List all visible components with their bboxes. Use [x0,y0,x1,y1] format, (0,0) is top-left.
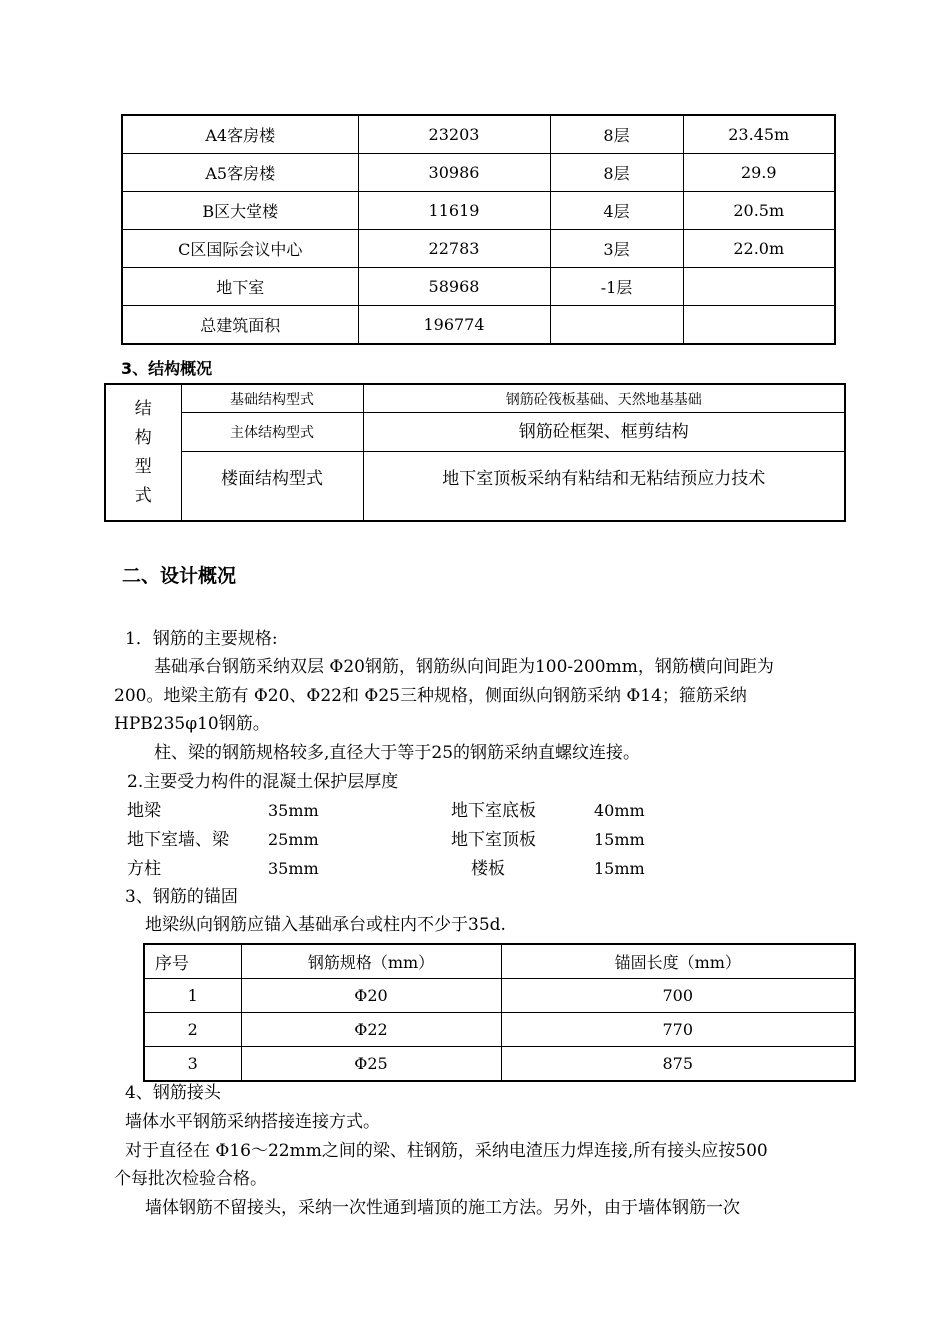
structure-type-label [105,384,181,521]
table-row [144,1047,855,1082]
rebar-spec: Φ20 [241,979,501,1013]
rebar-spec: Φ25 [241,1047,501,1082]
building-area: 22783 [358,230,550,268]
structure-row-value: 钢筋砼框架、框剪结构 [363,413,845,452]
building-height: 20.5m [683,192,835,230]
anchor-length: 700 [501,979,855,1013]
row-index: 1 [144,979,241,1013]
table-row [144,1013,855,1047]
building-area: 23203 [358,115,550,154]
building-area: 11619 [358,192,550,230]
paragraph-line: 柱、梁的钢筋规格较多,直径大于等于25的钢筋采纳直螺纹连接。 [154,743,641,763]
structure-heading: 3、结构概况 [121,359,213,378]
cover-member: 地下室底板 [451,801,536,821]
building-name: B区大堂楼 [122,192,358,230]
cover-value: 15mm [594,859,645,878]
building-height: 23.45m [683,115,835,154]
item3-title: 3、钢筋的锚固 [125,887,238,907]
table-row [122,192,835,230]
row-index: 3 [144,1047,241,1082]
table-row [122,230,835,268]
cover-value: 25mm [268,830,319,849]
table-row [105,452,845,522]
paragraph-line: 地梁纵向钢筋应锚入基础承台或柱内不少于35d. [145,915,506,935]
cover-member: 地下室顶板 [451,830,536,850]
cover-value: 35mm [268,859,319,878]
table-header-row [144,944,855,979]
building-floors: 3层 [550,230,683,268]
building-floors: 8层 [550,154,683,192]
anchor-length-table [143,943,856,1082]
building-name: 地下室 [122,268,358,306]
building-height [683,268,835,306]
building-name: 总建筑面积 [122,306,358,345]
column-header: 锚固长度（mm） [501,944,855,979]
building-floors: -1层 [550,268,683,306]
cover-member: 方柱 [127,859,161,879]
table-row [122,268,835,306]
building-height: 22.0m [683,230,835,268]
structure-table [104,383,846,522]
item2-title: 2.主要受力构件的混凝土保护层厚度 [127,772,399,792]
building-area: 196774 [358,306,550,345]
cover-value: 40mm [594,801,645,820]
rebar-spec: Φ22 [241,1013,501,1047]
column-header: 钢筋规格（mm） [241,944,501,979]
building-name: A4客房楼 [122,115,358,154]
table-row [122,115,835,154]
paragraph-line: HPB235φ10钢筋。 [114,714,270,734]
section-title: 二、设计概况 [122,565,237,587]
table-row [122,306,835,345]
cover-member: 楼板 [471,859,505,879]
paragraph-line: 墙体水平钢筋采纳搭接连接方式。 [125,1112,380,1132]
paragraph-line: 对于直径在 Φ16～22mm之间的梁、柱钢筋，采纳电渣压力焊连接,所有接头应按500 [125,1141,768,1161]
building-floors [550,306,683,345]
paragraph-line: 墙体钢筋不留接头，采纳一次性通到墙顶的施工方法。另外，由于墙体钢筋一次 [145,1198,740,1218]
table-row [105,413,845,452]
item4-title: 4、钢筋接头 [125,1083,221,1103]
structure-row-label: 主体结构型式 [181,413,363,452]
table-row [144,979,855,1013]
building-area-table [121,114,836,345]
building-floors: 4层 [550,192,683,230]
table-row [105,384,845,413]
paragraph-line: 基础承台钢筋采纳双层 Φ20钢筋，钢筋纵向间距为100-200mm，钢筋横向间距为 [154,657,774,677]
building-floors: 8层 [550,115,683,154]
vertical-char: 结 [134,398,152,419]
vertical-char: 构 [134,427,152,448]
paragraph-line: 200。地梁主筋有 Φ20、Φ22和 Φ25三种规格，侧面纵向钢筋采纳 Φ14；箍筋采纳 [114,686,747,706]
building-height [683,306,835,345]
building-name: A5客房楼 [122,154,358,192]
cover-member: 地梁 [127,801,161,821]
building-height: 29.9 [683,154,835,192]
building-area: 58968 [358,268,550,306]
paragraph-line: 个每批次检验合格。 [114,1169,267,1189]
cover-value: 15mm [594,830,645,849]
vertical-char: 式 [134,485,152,506]
row-index: 2 [144,1013,241,1047]
anchor-length: 875 [501,1047,855,1082]
structure-row-label: 基础结构型式 [181,384,363,413]
structure-row-value: 钢筋砼筏板基础、天然地基基础 [363,384,845,413]
cover-value: 35mm [268,801,319,820]
building-area: 30986 [358,154,550,192]
structure-row-label: 楼面结构型式 [181,452,363,522]
item1-title: 1．钢筋的主要规格: [125,629,278,649]
table-row [122,154,835,192]
building-name: C区国际会议中心 [122,230,358,268]
column-header: 序号 [144,944,241,979]
vertical-char: 型 [134,456,152,477]
anchor-length: 770 [501,1013,855,1047]
cover-member: 地下室墙、梁 [127,830,229,850]
structure-row-value: 地下室顶板采纳有粘结和无粘结预应力技术 [363,452,845,522]
